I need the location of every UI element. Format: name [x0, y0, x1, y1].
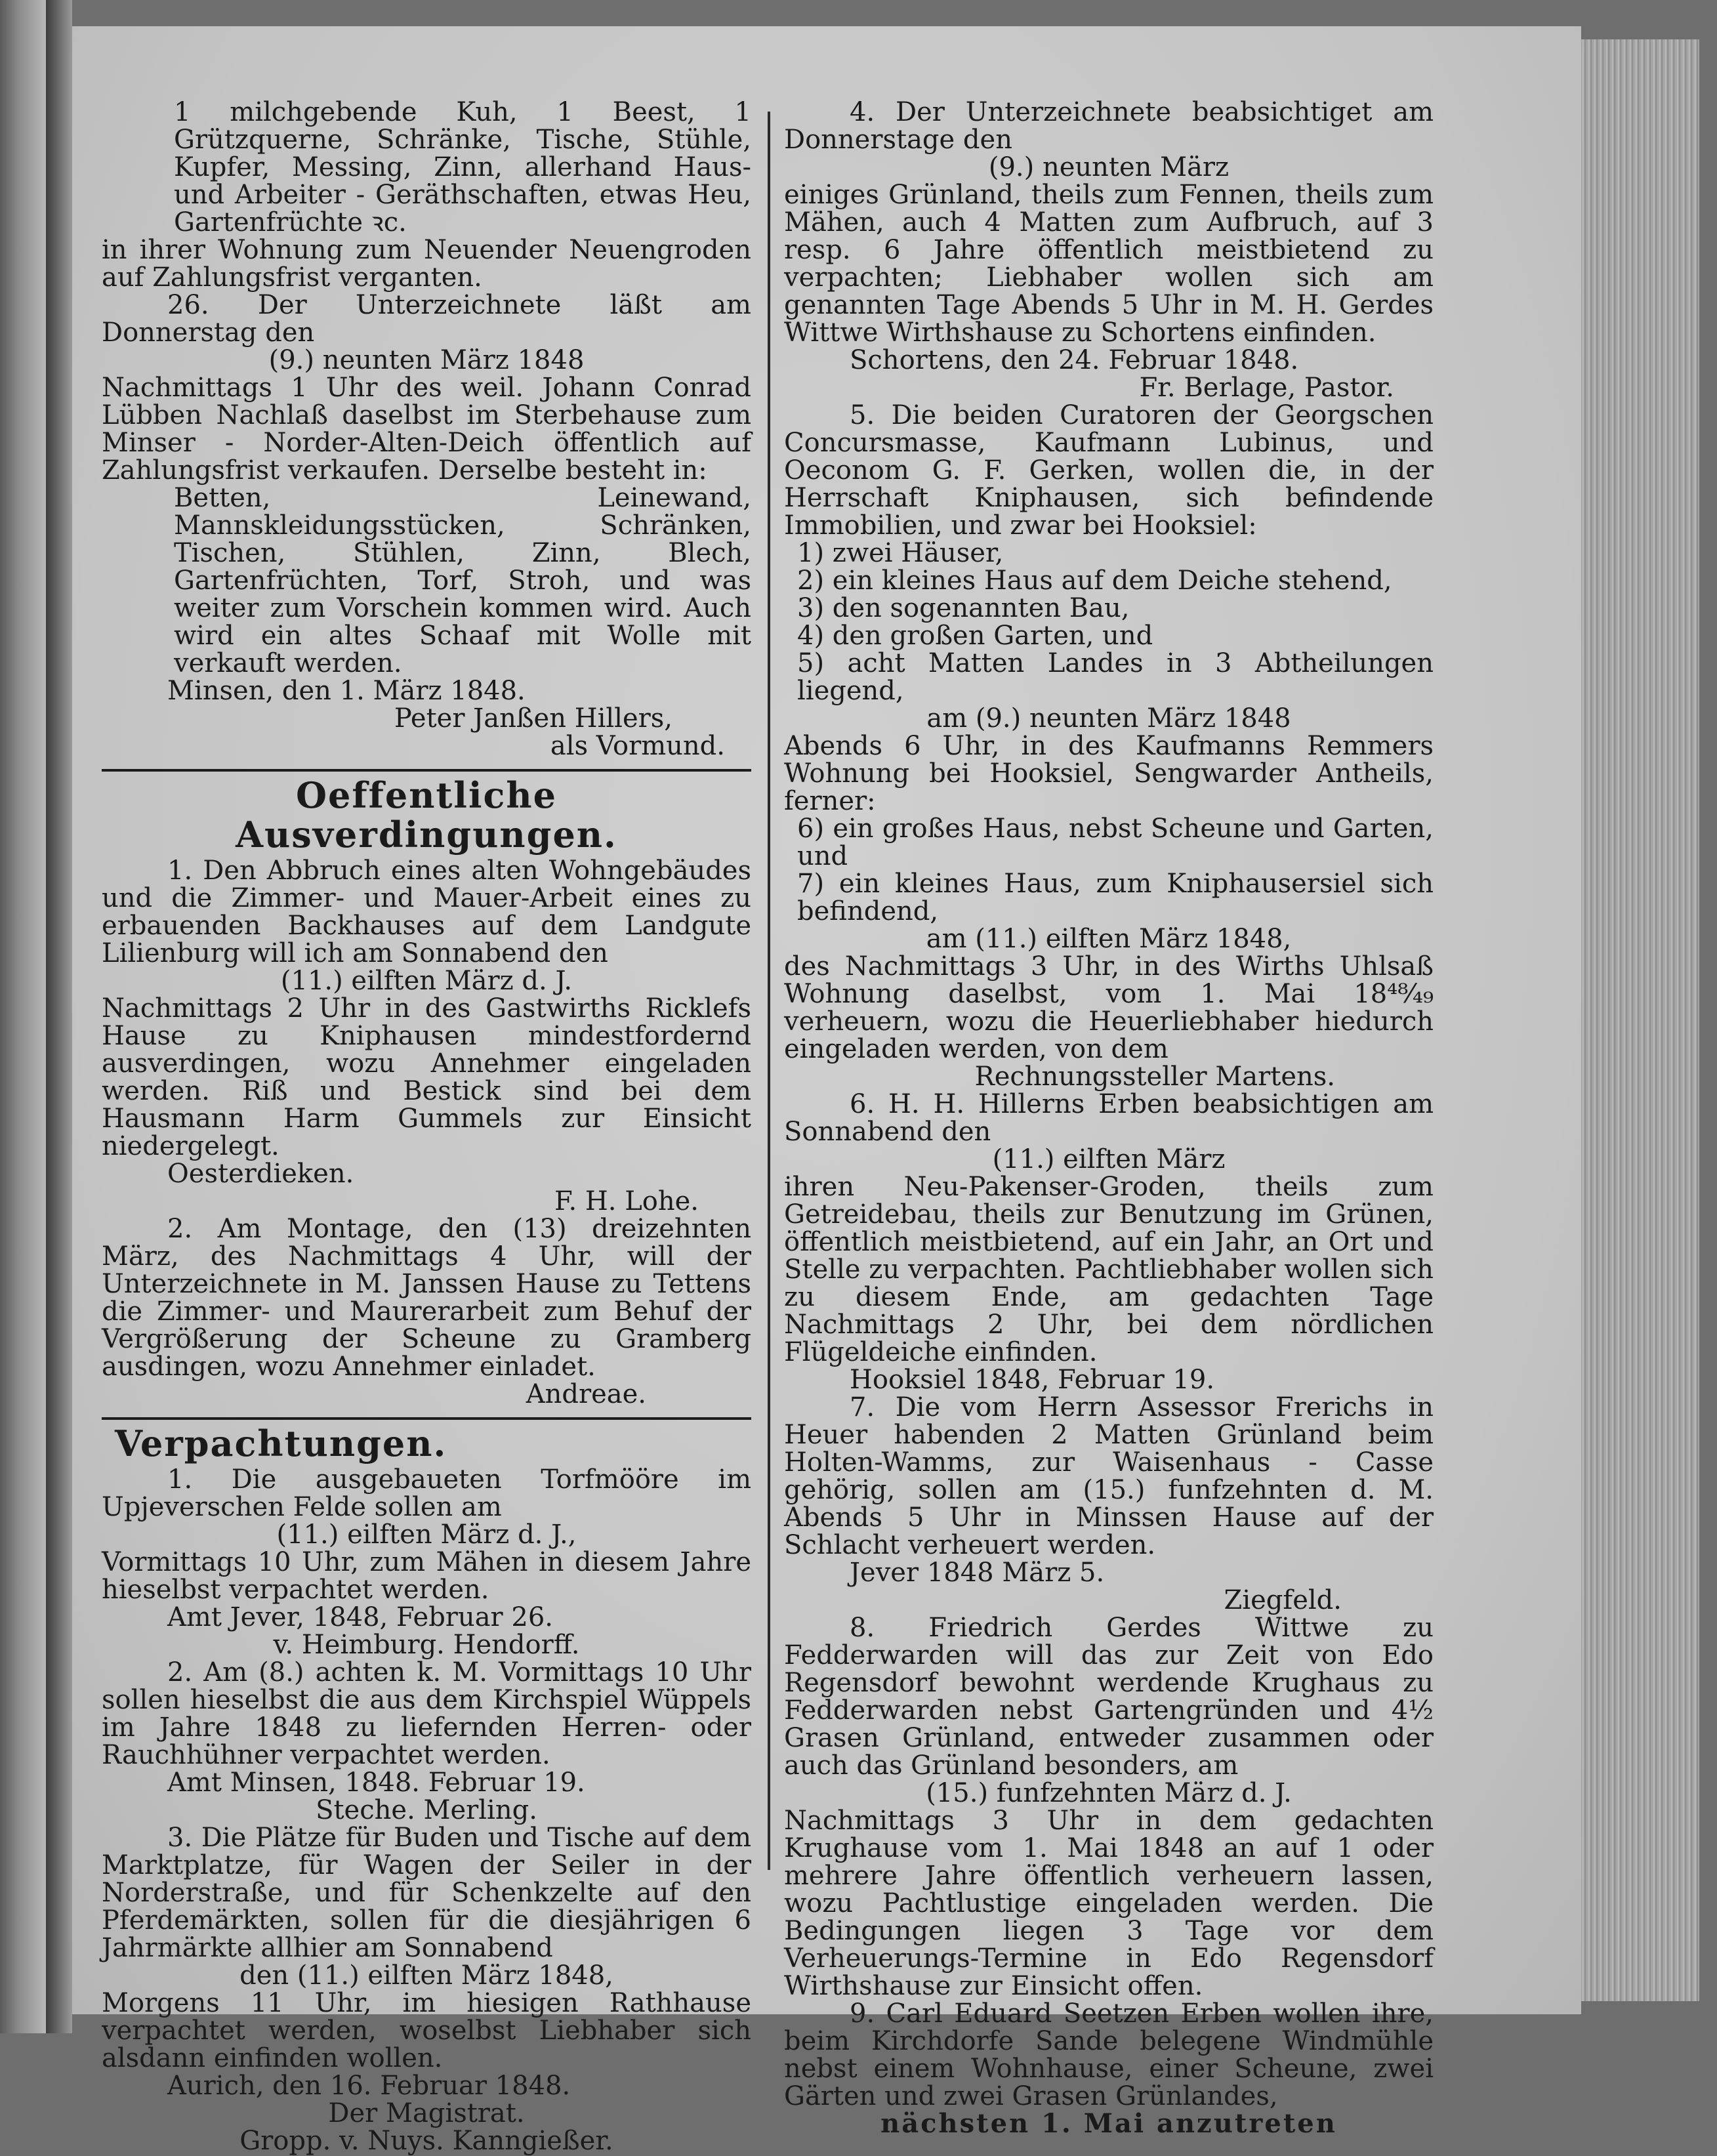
- verpachtung-6-body: ihren Neu-Pakenser-Groden, theils zum Getreidebau, theils zur Benutzung im Grünen, öffentlich meistbietend, auf ein Jahr, an Ort und Stelle zu verpachten. Pachtliebhaber wollen sich zu diesem Ende, am gedachten Tage Nachmittags 2 Uhr, bei dem nördlichen Flügeldeiche einfinden.: [784, 1172, 1434, 1367]
- verpachtung-1-intro: 1. Die ausgebaueten Torfmööre im Upjeverschen Felde sollen am: [102, 1464, 751, 1522]
- notice-26-signature-role: als Vormund.: [550, 731, 725, 761]
- verpachtung-2-place: Amt Minsen, 1848. Februar 19.: [167, 1768, 585, 1798]
- list-item: 5) acht Matten Landes in 3 Abtheilungen liegend,: [797, 648, 1434, 706]
- ausverdingung-1-intro: 1. Den Abbruch eines alten Wohngebäudes und die Zimmer- und Mauer-Arbeit eines zu erbauenden Backhauses auf dem Landgute Lilienburg will ich am Sonnabend den: [102, 856, 751, 968]
- section-title-verpachtungen: Verpachtungen.: [115, 1422, 447, 1464]
- ausverdingung-1-body: Nachmittags 2 Uhr in des Gastwirths Ricklefs Hause zu Kniphausen mindestfordernd ausverdingen, wozu Annehmer eingeladen werden. Riß und Bestick sind bei dem Hausmann Harm Gummels zur Einsicht niedergelegt.: [102, 993, 751, 1161]
- verpachtung-3-intro: 3. Die Plätze für Buden und Tische auf dem Marktplatze, für Wagen der Seiler in der Norderstraße, und für Schenkzelte auf den Pferdemärkten, sollen für die diesjährigen 6 Jahrmärkte allhier am Sonnabend: [102, 1823, 751, 1963]
- column-divider: [768, 112, 770, 1870]
- verpachtung-7-signature: Ziegfeld.: [1224, 1585, 1342, 1615]
- verpachtung-8-date: (15.) funfzehnten März d. J.: [926, 1778, 1292, 1808]
- list-item: 4) den großen Garten, und: [797, 621, 1153, 651]
- verpachtung-1-date: (11.) eilften März d. J.,: [276, 1520, 577, 1550]
- list-item: 3) den sogenannten Bau,: [797, 593, 1130, 623]
- verpachtung-6-intro: 6. H. H. Hillerns Erben beabsichtigen am Sonnabend den: [784, 1089, 1434, 1147]
- section-title-ausverdingungen: Oeffentliche Ausverdingungen.: [236, 774, 617, 856]
- left-column: [102, 98, 751, 2155]
- notice-26-items: Betten, Leinewand, Mannskleidungsstücken, Schränken, Tischen, Stühlen, Zinn, Blech, Gartenfrüchten, Torf, Stroh, und was weiter zum Vorschein kommen wird. Auch wird ein altes Schaaf mit Wolle mit verkauft werden.: [174, 483, 751, 678]
- verpachtung-1-place: Amt Jever, 1848, Februar 26.: [167, 1602, 553, 1632]
- verpachtung-3-date: den (11.) eilften März 1848,: [239, 1960, 613, 1991]
- verpachtung-4-body: einiges Grünland, theils zum Fennen, theils zum Mähen, auch 4 Matten zum Aufbruch, auf 3 resp. 6 Jahre öffentlich meistbietend zu verpachten; Liebhaber wollen sich am genannten Tage Abends 5 Uhr in M. H. Gerdes Wittwe Wirthshause zu Schortens einfinden.: [784, 180, 1434, 348]
- list-item: 7) ein kleines Haus, zum Kniphausersiel sich befindend,: [797, 869, 1434, 926]
- verpachtung-7: 7. Die vom Herrn Assessor Frerichs in Heuer habenden 2 Matten Grünland beim Holten-Wamms, zur Waisenhaus - Casse gehörig, sollen am (15.) funfzehnten d. M. Abends 5 Uhr in Minssen Hause auf der Schlacht verheuert werden.: [784, 1392, 1434, 1560]
- section-rule: [102, 1417, 751, 1420]
- verpachtung-5-date: am (9.) neunten März 1848: [926, 703, 1291, 734]
- verpachtung-4-intro: 4. Der Unterzeichnete beabsichtiget am Donnerstage den: [784, 97, 1434, 155]
- continued-text: in ihrer Wohnung zum Neuender Neuengroden auf Zahlungsfrist verganten.: [102, 235, 751, 293]
- right-column: [784, 98, 1434, 2138]
- ausverdingung-2: 2. Am Montage, den (13) dreizehnten März, des Nachmittags 4 Uhr, will der Unterzeichnete in M. Janssen Hause zu Tettens die Zimmer- und Maurerarbeit zum Behuf der Vergrößerung der Scheune zu Gramberg ausdingen, wozu Annehmer einladet.: [102, 1214, 751, 1382]
- verpachtung-8-body: Nachmittags 3 Uhr in dem gedachten Krughause vom 1. Mai 1848 an auf 1 oder mehrere Jahre öffentlich verheuern lassen, wozu Pachtlustige eingeladen werden. Die Bedingungen liegen 3 Tage vor dem Verheuerungs-Termine in Edo Regensdorf Wirthshause zur Einsicht offen.: [784, 1806, 1434, 2001]
- verpachtung-5-list-2: [784, 815, 1434, 925]
- verpachtung-1-signature: v. Heimburg. Hendorff.: [273, 1630, 580, 1660]
- verpachtung-2: 2. Am (8.) achten k. M. Vormittags 10 Uhr sollen hieselbst die aus dem Kirchspiel Wüppels im Jahre 1848 zu liefernden Herren- oder Rauchhühner verpachtet werden.: [102, 1657, 751, 1770]
- page-edges: [1581, 39, 1699, 2001]
- section-rule: [102, 769, 751, 772]
- verpachtung-4-date: (9.) neunten März: [988, 152, 1230, 182]
- verpachtung-3-signature-title: Der Magistrat.: [328, 2098, 525, 2128]
- notice-26-place: Minsen, den 1. März 1848.: [167, 676, 526, 706]
- notice-26-signature: Peter Janßen Hillers,: [394, 703, 672, 734]
- verpachtung-7-place: Jever 1848 März 5.: [850, 1558, 1105, 1588]
- verpachtung-8-intro: 8. Friedrich Gerdes Wittwe zu Fedderwarden will das zur Zeit von Edo Regensdorf bewohnt werdende Krughaus zu Fedderwarden nebst Gartengründen und 4½ Grasen Grünland, entweder zusammen oder auch das Grünland besonders, am: [784, 1613, 1434, 1781]
- verpachtung-9: 9. Carl Eduard Seetzen Erben wollen ihre, beim Kirchdorfe Sande belegene Windmühle nebst einem Wohnhause, einer Scheune, zwei Gärten und zwei Grasen Grünlandes,: [784, 1999, 1434, 2111]
- ausverdingung-1-signature: F. H. Lohe.: [554, 1186, 699, 1216]
- notice-26-body: Nachmittags 1 Uhr des weil. Johann Conrad Lübben Nachlaß daselbst im Sterbehause zum Minser - Norder-Alten-Deich öffentlich auf Zahlungsfrist verkaufen. Derselbe besteht in:: [102, 373, 751, 486]
- verpachtung-3-signatures: Gropp. v. Nuys. Kanngießer.: [239, 2126, 613, 2156]
- verpachtung-6-date: (11.) eilften März: [992, 1144, 1226, 1174]
- verpachtung-5-date-2: am (11.) eilften März 1848,: [926, 924, 1292, 954]
- ausverdingung-1-place: Oesterdieken.: [167, 1159, 354, 1189]
- continued-item-list: 1 milchgebende Kuh, 1 Beest, 1 Grützquerne, Schränke, Tische, Stühle, Kupfer, Messing, Zinn, allerhand Haus- und Arbeiter - Geräthschaften, etwas Heu, Gartenfrüchte ꝛc.: [174, 97, 751, 238]
- verpachtung-1-body: Vormittags 10 Uhr, zum Mähen in diesem Jahre hieselbst verpachtet werden.: [102, 1547, 751, 1605]
- verpachtung-5-mid: Abends 6 Uhr, in des Kaufmanns Remmers Wohnung bei Hooksiel, Sengwarder Antheils, ferner:: [784, 731, 1434, 816]
- list-item: 6) ein großes Haus, nebst Scheune und Garten, und: [797, 814, 1434, 871]
- list-item: 2) ein kleines Haus auf dem Deiche stehend,: [797, 566, 1392, 596]
- ausverdingung-2-signature: Andreae.: [526, 1379, 646, 1409]
- notice-26-intro: 26. Der Unterzeichnete läßt am Donnerstag den: [102, 290, 751, 348]
- verpachtung-6-place: Hooksiel 1848, Februar 19.: [850, 1365, 1215, 1395]
- list-item: 1) zwei Häuser,: [797, 538, 1004, 568]
- verpachtung-2-signature: Steche. Merling.: [316, 1795, 537, 1825]
- verpachtung-4-signature: Fr. Berlage, Pastor.: [1139, 373, 1394, 403]
- ausverdingung-1-date: (11.) eilften März d. J.: [280, 966, 573, 996]
- notice-26-date: (9.) neunten März 1848: [268, 345, 585, 375]
- left-page-edge: [0, 0, 46, 2033]
- verpachtung-5-list: [784, 539, 1434, 705]
- verpachtung-5-body: des Nachmittags 3 Uhr, in des Wirths Uhlsaß Wohnung daselbst, vom 1. Mai 18⁴⁸⁄₄₉ verheuern, wozu die Heuerliebhaber hiedurch eingeladen werden, von dem: [784, 951, 1434, 1064]
- book-gutter: [46, 0, 72, 2033]
- verpachtung-3-body: Morgens 11 Uhr, im hiesigen Rathhause verpachtet werden, woselbst Liebhaber sich alsdann einfinden wollen.: [102, 1988, 751, 2073]
- verpachtung-9-bold-line: nächsten 1. Mai anzutreten: [880, 2108, 1337, 2139]
- verpachtung-5-intro: 5. Die beiden Curatoren der Georgschen Concursmasse, Kaufmann Lubinus, und Oeconom G. F. Gerken, wollen die, in der Herrschaft Kniphausen, sich befindende Immobilien, und zwar bei Hooksiel:: [784, 400, 1434, 541]
- verpachtung-4-place: Schortens, den 24. Februar 1848.: [850, 345, 1299, 375]
- verpachtung-5-signature: Rechnungssteller Martens.: [974, 1062, 1335, 1092]
- verpachtung-3-place: Aurich, den 16. Februar 1848.: [167, 2071, 571, 2101]
